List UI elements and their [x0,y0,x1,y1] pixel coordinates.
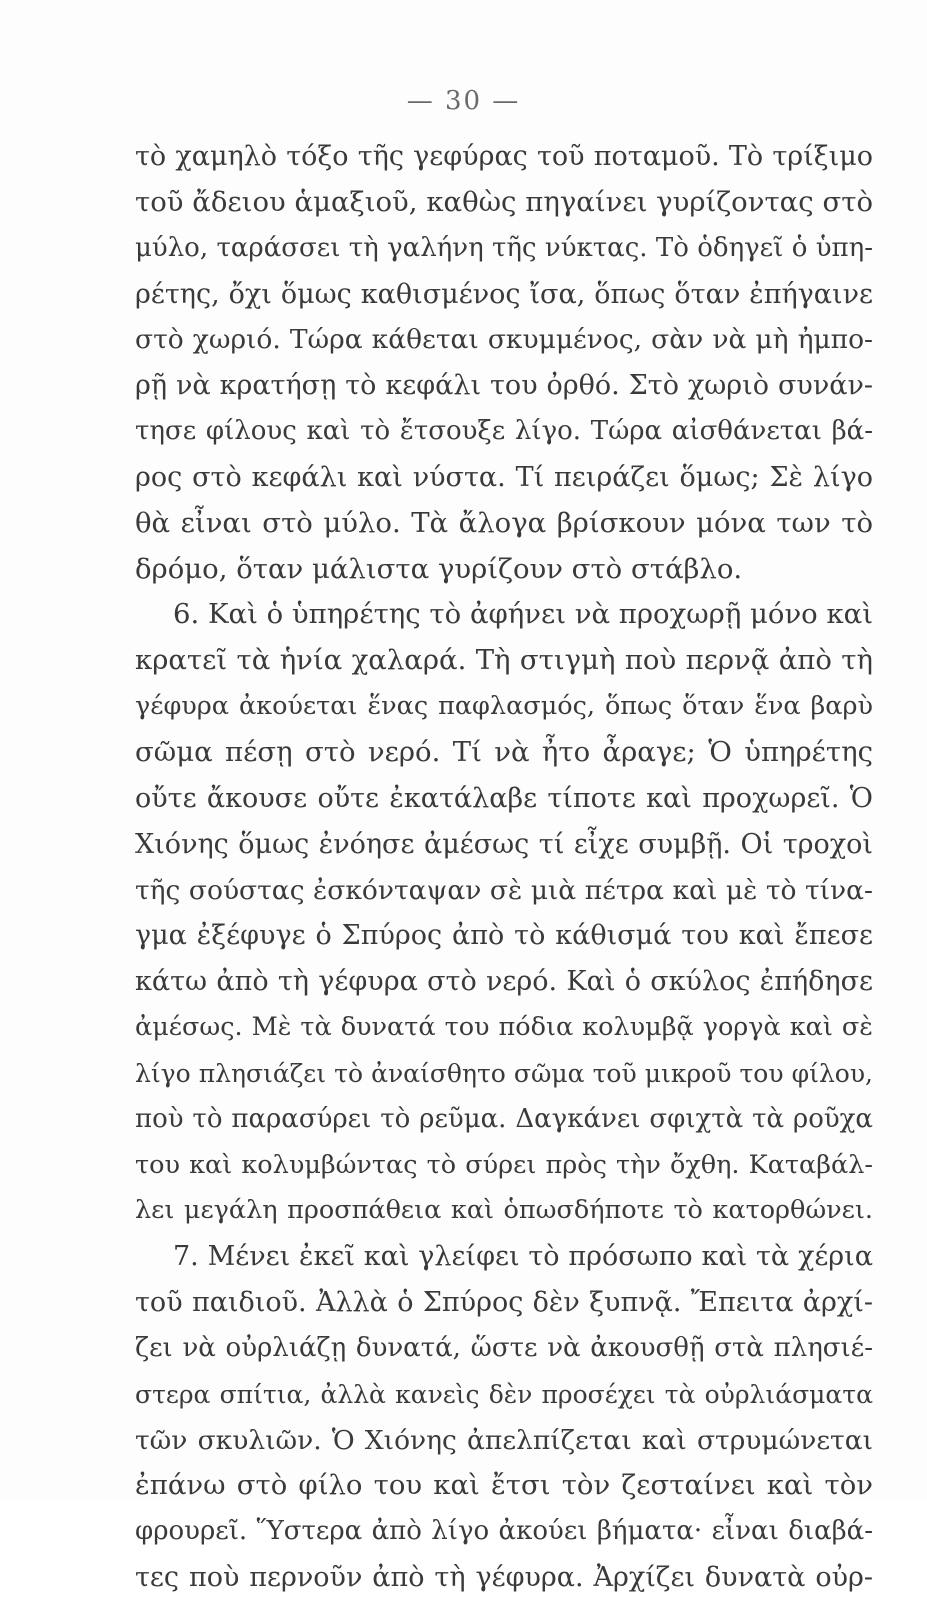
text-line: τησε φίλους καὶ τὸ ἔτσουξε λίγο. Τώρα αἰσθάνεται βά- [135,416,873,447]
text-line: σῶμα πέσῃ στὸ νερό. Τί νὰ ἦτο ἆραγε; Ὁ ὑπηρέτης [135,735,873,768]
text-line: τες ποὺ περνοῦν ἀπὸ τὴ γέφυρα. Ἀρχίζει δυνατὰ οὐρ- [135,1562,873,1594]
text-line: τῆς σούστας ἐσκόνταψαν σὲ μιὰ πέτρα καὶ μὲ τὸ τίνα- [135,874,873,906]
text-line: τὸ χαμηλὸ τόξο τῆς γεφύρας τοῦ ποταμοῦ. Τὸ τρίξιμο [135,141,873,172]
text-line: γέφυρα ἀκούεται ἕνας παφλασμός, ὅπως ὅταν ἕνα βαρὺ [135,691,873,722]
paragraph-start-line: 6. Καὶ ὁ ὑπηρέτης τὸ ἀφήνει νὰ προχωρῇ μόνο καὶ [173,598,873,631]
text-line: γμα ἐξέφυγε ὁ Σπύρος ἀπὸ τὸ κάθισμά του καὶ ἔπεσε [135,920,873,952]
text-line: φρουρεῖ. Ὕστερα ἀπὸ λίγο ἀκούει βήματα· εἶναι διαβά- [135,1516,873,1547]
text-line: λίγο πλησιάζει τὸ ἀναίσθητο σῶμα τοῦ μικροῦ του φίλου, [135,1058,873,1088]
text-line: ἀμέσως. Μὲ τὰ δυνατά του πόδια κολυμβᾷ γοργὰ καὶ σὲ [135,1012,873,1043]
text-line: τῶν σκυλιῶν. Ὁ Χιόνης ἀπελπίζεται καὶ στρυμώνεται [135,1424,873,1456]
text-line: ἐπάνω στὸ φίλο του καὶ ἔτσι τὸν ζεσταίνει καὶ τὸν [135,1469,873,1502]
text-line: μύλο, ταράσσει τὴ γαλήνη τῆς νύκτας. Τὸ ὁδηγεῖ ὁ ὑπη- [135,232,873,263]
text-line: κρατεῖ τὰ ἡνία χαλαρά. Τὴ στιγμὴ ποὺ περνᾷ ἀπὸ τὴ [135,644,873,677]
body-text [135,134,873,1601]
paragraph-start-line: 7. Μένει ἐκεῖ καὶ γλείφει τὸ πρόσωπο καὶ τὰ χέρια [173,1241,873,1273]
text-line: ποὺ τὸ παρασύρει τὸ ρεῦμα. Δαγκάνει σφιχτὰ τὰ ροῦχα [135,1103,873,1134]
text-line: ρῇ νὰ κρατήσῃ τὸ κεφάλι του ὀρθό. Στὸ χωριὸ συνάν- [135,370,873,402]
text-line: Χιόνης ὅμως ἐνόησε ἀμέσως τί εἶχε συμβῇ. Οἱ τροχοὶ [135,828,873,860]
text-line: ρος στὸ κεφάλι καὶ νύστα. Τί πειράζει ὅμως; Σὲ λίγο [135,461,873,493]
text-line: τοῦ παιδιοῦ. Ἀλλὰ ὁ Σπύρος δὲν ξυπνᾷ. Ἔπειτα ἀρχί- [135,1287,873,1319]
text-line: λει μεγάλη προσπάθεια καὶ ὁπωσδήποτε τὸ κατορθώνει. [135,1195,873,1226]
text-line: στερα σπίτια, ἀλλὰ κανεὶς δὲν προσέχει τὰ οὐρλιάσματα [135,1379,873,1409]
text-line: οὔτε ἄκουσε οὔτε ἐκατάλαβε τίποτε καὶ προχωρεῖ. Ὁ [135,782,873,814]
text-line: του καὶ κολυμβώντας τὸ σύρει πρὸς τὴν ὄχθη. Καταβάλ- [135,1149,873,1180]
text-line: δρόμο, ὅταν μάλιστα γυρίζουν στὸ στάβλο. [135,552,743,585]
text-line: ρέτης, ὄχι ὅμως καθισμένος ἴσα, ὅπως ὅταν ἐπήγαινε [135,278,873,310]
text-line: τοῦ ἄδειου ἁμαξιοῦ, καθὼς πηγαίνει γυρίζοντας στὸ [135,185,873,218]
page-number: — 30 — [406,86,521,116]
text-line: κάτω ἀπὸ τὴ γέφυρα στὸ νερό. Καὶ ὁ σκύλος ἐπήδησε [135,966,873,998]
text-line: στὸ χωριό. Τώρα κάθεται σκυμμένος, σὰν νὰ μὴ ἠμπο- [135,324,873,356]
text-line: ζει νὰ οὐρλιάζῃ δυνατά, ὥστε νὰ ἀκουσθῇ στὰ πλησιέ- [135,1332,873,1363]
text-line: θὰ εἶναι στὸ μύλο. Τὰ ἄλογα βρίσκουν μόνα των τὸ [135,506,873,539]
